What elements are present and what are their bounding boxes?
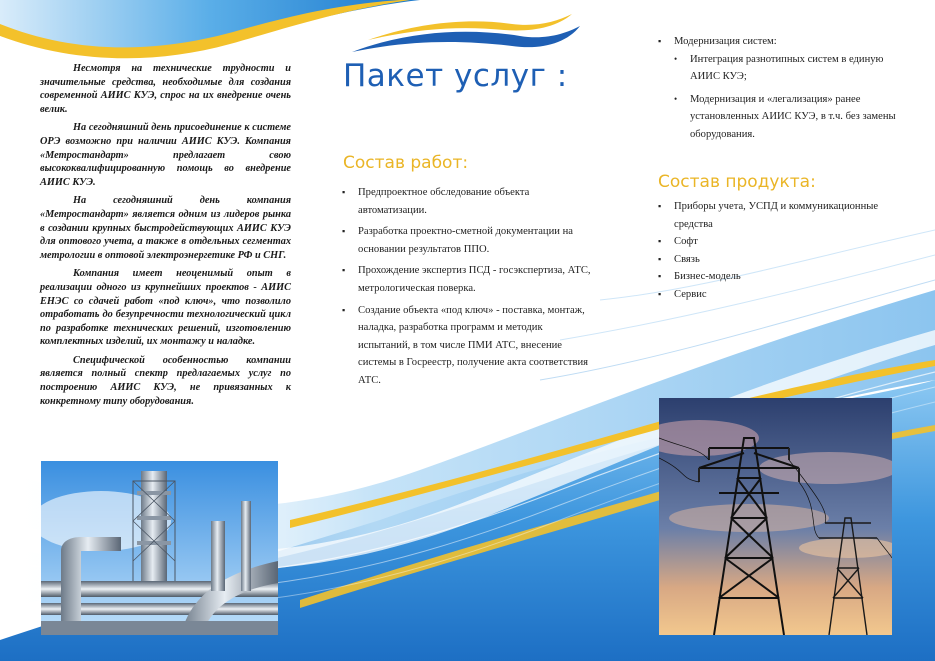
list-item: ▪ Софт bbox=[658, 233, 898, 251]
square-bullet-icon: ▪ bbox=[342, 304, 346, 315]
works-list bbox=[342, 184, 594, 394]
list-item: ▪ Сервис bbox=[658, 286, 898, 304]
square-bullet-icon: ▪ bbox=[342, 187, 346, 197]
square-bullet-icon: ▪ bbox=[658, 36, 662, 46]
specialty-paragraph: Специфической особенностью компании является полный спектр предлагаемых услуг по построению АИИС КУЭ, не привязанных к конкретному типу оборудования. bbox=[40, 354, 291, 407]
leader-paragraph: На сегодняшний день компания «Метростандарт» является одним из лидеров рынка в создании крупных быстродействующих АИИС КУЭ для оптового учета, а также в отдельных сегментах метрологии в оптовой электроэнергетике РФ и СНГ. bbox=[40, 195, 291, 261]
list-item bbox=[658, 33, 910, 144]
square-bullet-icon: ▪ bbox=[342, 226, 346, 237]
intro-paragraph: Несмотря на технические трудности и значительные средства, необходимые для создания современной АИИС КУЭ, спрос на их внедрение очень велик. bbox=[40, 63, 291, 115]
modernization-list bbox=[658, 33, 910, 149]
square-bullet-icon: ▪ bbox=[658, 236, 662, 247]
left-column-text bbox=[40, 62, 291, 413]
experience-paragraph: Компания имеет неоценимый опыт в реализации одного из крупнейших проектов - АИИС ЕНЭС со сдачей работ «под ключ», что позволило отработать до безупречности технологический цикл по разработке технических решений, изготовлению комплектных изделий, их монтажу и наладке. bbox=[40, 268, 291, 348]
ore-paragraph: На сегодняшний день присоединение к системе ОРЭ возможно при наличии АИИС КУЭ. Компания «Метростандарт» предлагает свою высококвалифицированную помощь во внедрение АИИС КУЭ. bbox=[40, 122, 291, 188]
modernization-label: Модернизация систем: bbox=[674, 36, 777, 47]
works-section-title: Состав работ: bbox=[343, 153, 469, 173]
square-bullet-icon: ▪ bbox=[658, 201, 662, 211]
list-item: • Модернизация и «легализация» ранее установленных АИИС КУЭ, в т.ч. без замены оборудования. bbox=[674, 91, 910, 144]
list-item: ▪ Приборы учета, УСПД и коммуникационные средства bbox=[658, 198, 898, 233]
list-item: ▪ Предпроектное обследование объекта автоматизации. bbox=[342, 184, 594, 219]
modernization-sublist bbox=[674, 51, 910, 144]
power-line-tower-photo bbox=[659, 398, 892, 635]
square-bullet-icon: ▪ bbox=[658, 271, 662, 282]
products-section-title: Состав продукта: bbox=[658, 172, 816, 192]
industrial-pipes-photo bbox=[41, 461, 278, 635]
square-bullet-icon: ▪ bbox=[658, 288, 662, 299]
round-bullet-icon: • bbox=[674, 53, 678, 64]
list-item: ▪ Прохождение экспертиз ПСД - госэкспертиза, АТС, метрологическая поверка. bbox=[342, 262, 594, 297]
square-bullet-icon: ▪ bbox=[658, 253, 662, 264]
round-bullet-icon: • bbox=[674, 93, 678, 104]
page-title: Пакет услуг : bbox=[343, 58, 568, 94]
products-list bbox=[658, 198, 898, 304]
list-item: ▪ Создание объекта «под ключ» - поставка, монтаж, наладка, разработка программ и методик испытаний, в том числе ПМИ АТС, внесение системы в Госреестр, получение акта соответствия АТС. bbox=[342, 302, 594, 390]
list-item: ▪ Разработка проектно-сметной документации на основании результатов ППО. bbox=[342, 223, 594, 258]
list-item: ▪ Бизнес-модель bbox=[658, 268, 898, 286]
square-bullet-icon: ▪ bbox=[342, 265, 346, 276]
list-item: ▪ Связь bbox=[658, 251, 898, 269]
list-item: • Интеграция разнотипных систем в единую АИИС КУЭ; bbox=[674, 51, 910, 86]
